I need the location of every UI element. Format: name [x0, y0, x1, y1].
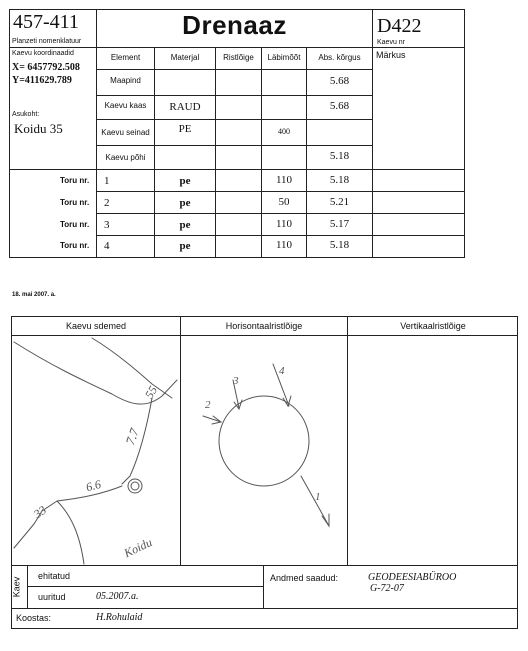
- divider: [96, 145, 373, 146]
- divider: [215, 47, 216, 258]
- element-height: 5.68: [329, 75, 350, 87]
- pipe-diameter: 50: [278, 196, 290, 208]
- col-header-cross: Ristlõige: [223, 53, 254, 62]
- pipe-label: Toru nr.: [60, 176, 90, 185]
- element-height: 5.68: [329, 100, 350, 112]
- dimension-label: 55: [141, 383, 161, 401]
- divider: [96, 47, 465, 48]
- pipe-material: pe: [179, 240, 191, 252]
- coord-x: X= 6457792.508: [12, 62, 80, 73]
- divider: [9, 169, 97, 170]
- well-number-label: Kaevu nr: [377, 39, 406, 46]
- compiled-value: H.Rohulaid: [96, 612, 143, 623]
- pipe-diameter: 110: [275, 174, 293, 186]
- pipe-label: Toru nr.: [60, 241, 90, 250]
- divider: [96, 169, 465, 170]
- document-date: 18. mai 2007. a.: [12, 292, 56, 298]
- street-line: [92, 338, 172, 398]
- notes-label: Märkus: [376, 50, 406, 60]
- col-header-material: Materjal: [170, 53, 200, 62]
- divider: [263, 566, 264, 608]
- pipe-height: 5.18: [329, 174, 350, 186]
- divider: [96, 95, 373, 96]
- dimension-label: 6.6: [84, 476, 103, 495]
- well-symbol: [131, 482, 139, 490]
- element-diameter: 400: [278, 127, 290, 136]
- pipe-material: pe: [179, 175, 191, 187]
- pipe-diameter: 110: [275, 239, 293, 251]
- element-name: Maapind: [110, 76, 141, 85]
- dimension-label: 33: [31, 502, 49, 522]
- element-name: Kaevu seinad: [101, 128, 150, 137]
- pipe-number: 3: [104, 219, 110, 231]
- street-name-label: Koidu: [121, 535, 155, 561]
- location-value: Koidu 35: [14, 121, 63, 136]
- divider: [96, 69, 373, 70]
- pipe-number: 2: [104, 197, 110, 209]
- pipe-height: 5.21: [329, 196, 350, 208]
- nomenclature-label: Planzeti nomenklatuur: [12, 38, 82, 45]
- pipe-diameter: 110: [275, 218, 293, 230]
- property-line: [14, 486, 122, 548]
- pipe-line: [203, 416, 221, 422]
- footer-side-label: Kaev: [11, 576, 22, 598]
- panel-title-horizontal: Horisontaalristlõige: [225, 321, 303, 331]
- divider: [11, 608, 518, 609]
- divider: [96, 119, 373, 120]
- element-name: Kaevu põhi: [105, 153, 146, 162]
- pipe-number: 4: [104, 240, 110, 252]
- panel-title-well-plan: Kaevu sdemed: [65, 321, 127, 331]
- coords-label: Kaevu koordinaadid: [12, 50, 74, 57]
- location-label: Asukoht:: [12, 111, 40, 118]
- horizontal-section-sketch: [181, 336, 347, 565]
- well-location-sketch: [12, 336, 180, 565]
- divider: [96, 213, 465, 214]
- divider: [96, 235, 465, 236]
- well-symbol: [128, 479, 142, 493]
- divider: [27, 586, 263, 587]
- element-name: Kaevu kaas: [104, 101, 147, 110]
- divider: [347, 316, 348, 566]
- pipe-height: 5.18: [329, 239, 350, 251]
- divider: [96, 191, 465, 192]
- pipe-number-label: 3: [233, 375, 239, 387]
- well-number: D422: [377, 15, 422, 37]
- element-height: 5.18: [329, 150, 350, 162]
- pipe-material: pe: [179, 197, 191, 209]
- element-material: PE: [178, 123, 192, 135]
- dimension-label: 7.7: [122, 426, 142, 447]
- pipe-label: Toru nr.: [60, 198, 90, 207]
- nomenclature-number: 457-411: [13, 11, 79, 33]
- pipe-number-label: 2: [205, 399, 211, 411]
- data-source-code: G-72-07: [370, 583, 404, 594]
- col-header-element: Element: [110, 53, 141, 62]
- pipe-number-label: 1: [315, 491, 321, 503]
- built-label: ehitatud: [38, 571, 71, 581]
- card-title: Drenaaz: [182, 10, 287, 40]
- pipe-label: Toru nr.: [60, 220, 90, 229]
- data-source-value: GEODEESIABÜROO: [368, 572, 457, 583]
- col-header-height: Abs. kõrgus: [318, 53, 361, 62]
- property-line: [57, 501, 84, 564]
- divider: [9, 47, 97, 48]
- divider: [27, 566, 28, 608]
- pipe-number-label: 4: [279, 365, 285, 377]
- element-material: RAUD: [169, 101, 201, 113]
- col-header-diameter: Läbimõõt: [267, 53, 301, 62]
- surveyed-value: 05.2007.a.: [96, 591, 139, 602]
- compiled-label: Koostas:: [16, 613, 52, 623]
- pipe-material: pe: [179, 219, 191, 231]
- data-source-label: Andmed saadud:: [270, 573, 339, 583]
- coord-y: Y=411629.789: [12, 75, 72, 86]
- well-circle: [219, 396, 309, 486]
- surveyed-label: uuritud: [38, 592, 66, 602]
- pipe-number: 1: [104, 175, 110, 187]
- panel-title-vertical: Vertikaalristlõige: [400, 321, 466, 331]
- pipe-height: 5.17: [329, 218, 350, 230]
